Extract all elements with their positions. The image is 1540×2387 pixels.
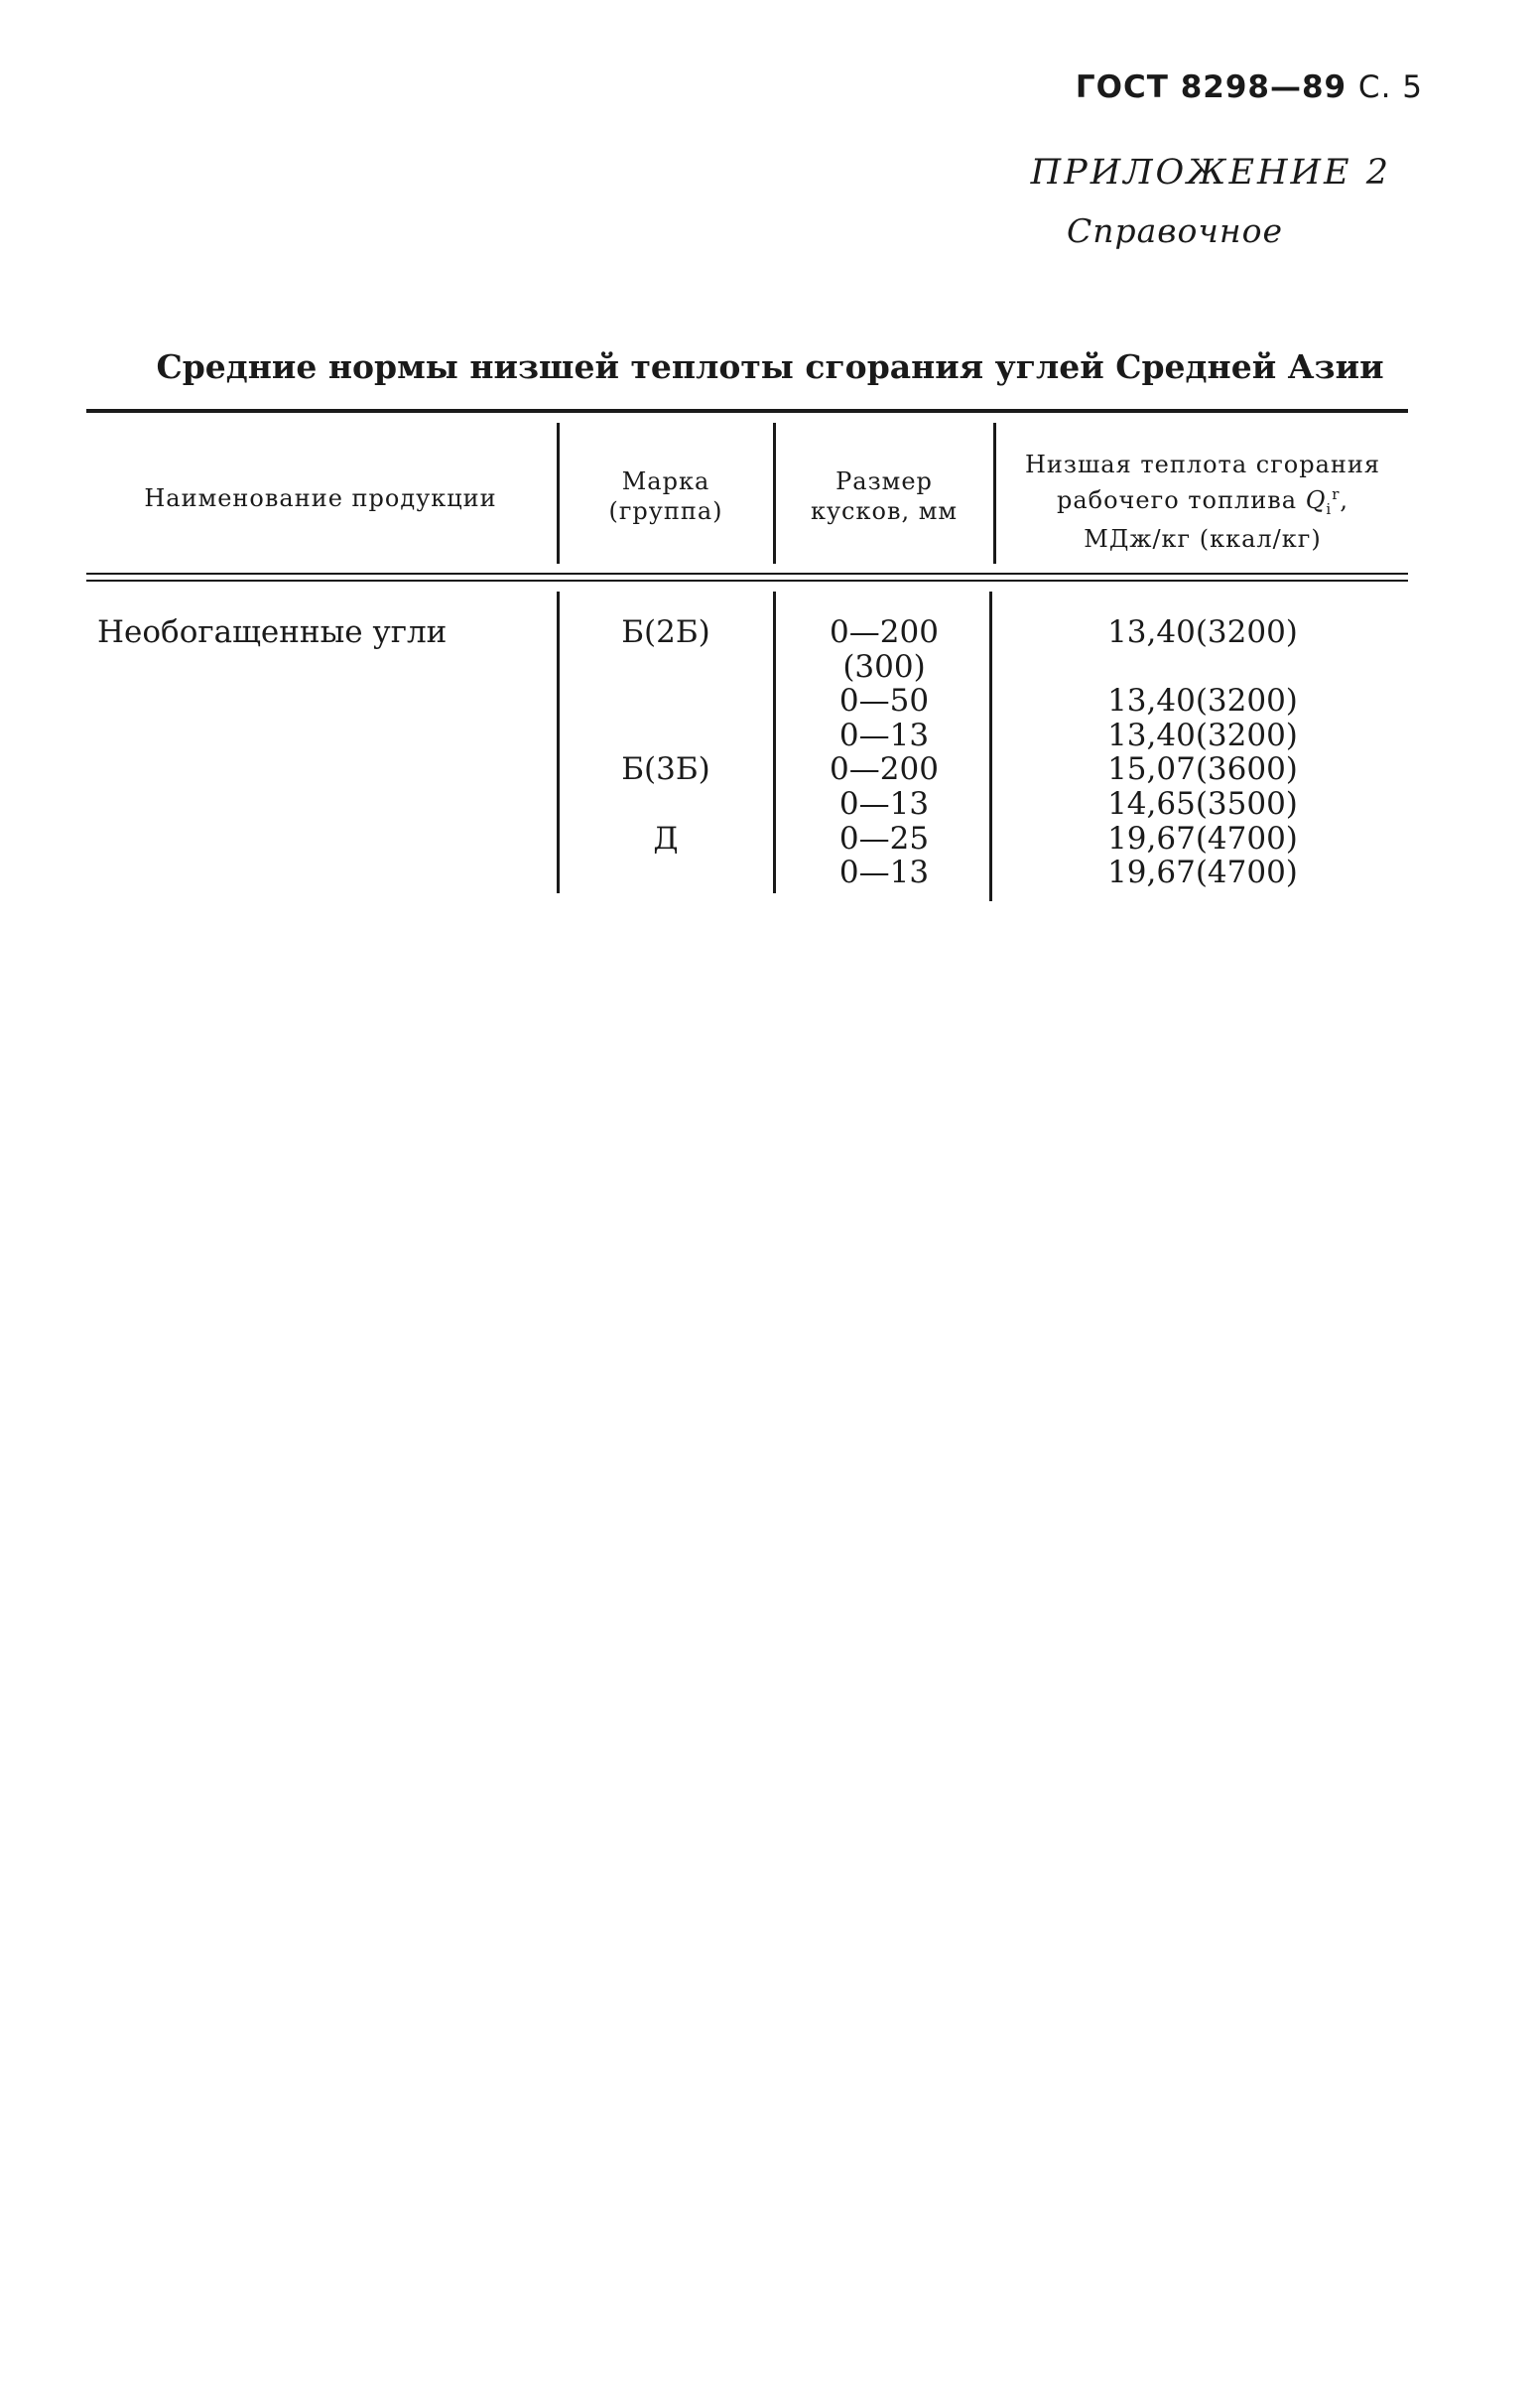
header-divider — [773, 423, 776, 564]
standard-header — [1076, 69, 1423, 105]
table-title: Средние нормы низшей теплоты сгорания углей Средней Азии — [156, 347, 1384, 386]
row-mark: Д — [653, 821, 679, 857]
column-header-mark: Марка (группа) — [608, 467, 723, 525]
row-size: 0—13 — [838, 855, 930, 890]
header-bottom-rule — [86, 573, 1408, 575]
appendix-title: ПРИЛОЖЕНИЕ 2 — [1030, 153, 1391, 193]
row-size: 0—200 — [830, 751, 939, 787]
header-divider — [557, 423, 560, 564]
header-bottom-rule-double — [86, 580, 1408, 582]
row-size: 0—25 — [838, 821, 930, 857]
header-divider — [993, 423, 996, 564]
column-header-name: Наименование продукции — [144, 484, 497, 512]
body-divider — [557, 592, 560, 893]
row-heat: 19,67(4700) — [1107, 855, 1298, 890]
product-name: Необогащенные угли — [97, 614, 448, 650]
row-heat: 13,40(3200) — [1107, 614, 1298, 650]
row-heat: 13,40(3200) — [1107, 683, 1298, 719]
row-heat: 13,40(3200) — [1107, 718, 1298, 753]
row-mark: Б(2Б) — [621, 614, 710, 650]
row-heat: 19,67(4700) — [1107, 821, 1298, 857]
standard-number: ГОСТ 8298—89 — [1075, 69, 1348, 105]
appendix-note: Справочное — [1067, 211, 1284, 250]
row-size: 0—200 — [830, 614, 939, 650]
heat-symbol: Q — [1305, 486, 1327, 514]
row-size: 0—50 — [838, 683, 930, 719]
row-heat: 14,65(3500) — [1107, 786, 1298, 822]
row-heat: 15,07(3600) — [1107, 751, 1298, 787]
page-number: С. 5 — [1357, 69, 1423, 105]
row-size: 0—13 — [838, 786, 930, 822]
column-header-heat: Низшая теплота сгорания рабочего топлива $Q_i^r$, МДж/кг (ккал/кг) — [1024, 451, 1381, 553]
table-top-rule — [86, 409, 1408, 413]
row-size: (300) — [842, 649, 926, 685]
row-mark: Б(3Б) — [621, 751, 710, 787]
column-header-size: Размер кусков, мм — [810, 467, 959, 525]
body-divider — [773, 592, 776, 893]
row-size: 0—13 — [838, 718, 930, 753]
